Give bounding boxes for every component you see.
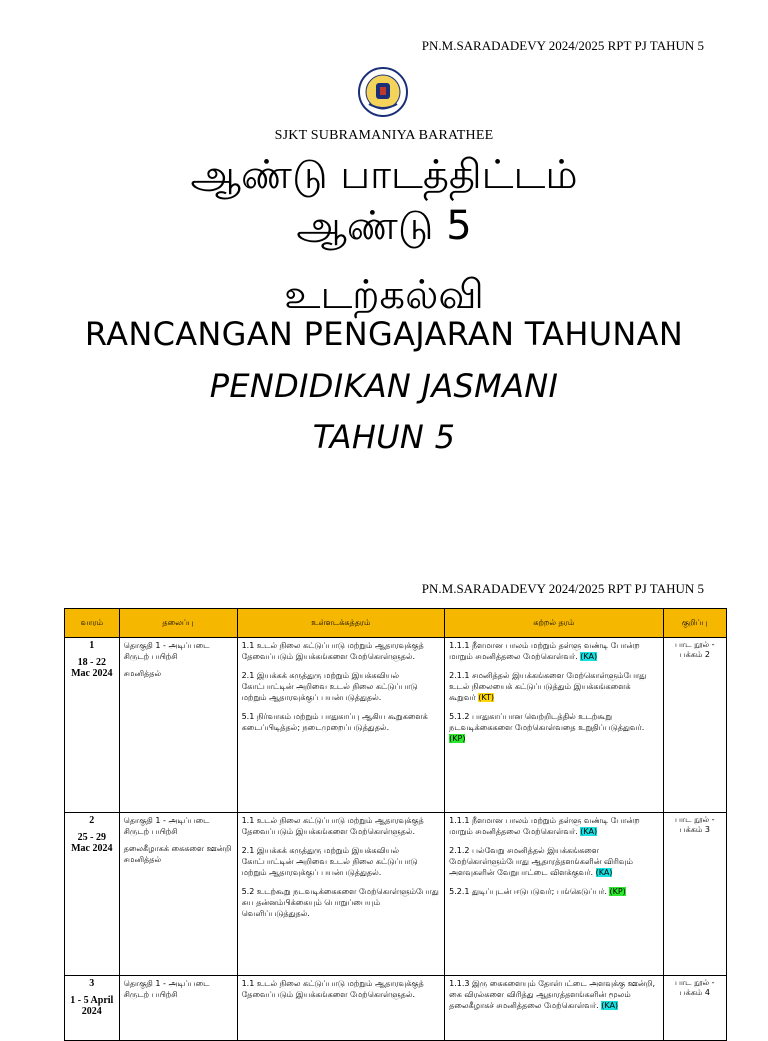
- header-week: வாரம்: [65, 609, 120, 638]
- content-standard-text: 2.1 இயக்கக் கருத்துரு மற்றும் இயக்கவியல் கோட்பாட்டின் அறிவை உடல் நிலை கட்டுப்பாடு மற்றும் ஆதாரவுக்குப் பயன்படுத்துதல்.: [241, 671, 418, 702]
- content-standard-text: 1.1 உடல் நிலை கட்டுப்பாடு மற்றும் ஆதாரவுக்குத் தேவைப்படும் இயக்கங்களை மேற்கொள்ளுதல்.: [241, 641, 424, 661]
- table-body: [65, 638, 727, 1041]
- header-note: குறிப்பு: [663, 609, 726, 638]
- learning-standard-item: [449, 886, 658, 897]
- learning-standard-cell: [445, 813, 663, 976]
- content-standard-text: 2.1 இயக்கக் கருத்துரு மற்றும் இயக்கவியல் கோட்பாட்டின் அறிவை உடல் நிலை கட்டுப்பாடு மற்றும் ஆதாரவுக்குப் பயன்படுத்துதல்.: [241, 846, 418, 877]
- table-row: [65, 638, 727, 813]
- topic-text: தொகுதி 1 - அடிப்படை சிருடற் பயிற்சி: [123, 641, 210, 661]
- content-standard-text: 1.1 உடல் நிலை கட்டுப்பாடு மற்றும் ஆதாரவுக்குத் தேவைப்படும் இயக்கங்களை மேற்கொள்ளுதல்.: [241, 979, 424, 999]
- learning-standard-item: [449, 640, 658, 662]
- header-topic: தலைப்பு: [119, 609, 237, 638]
- page-header: PN.M.SARADADEVY 2024/2025 RPT PJ TAHUN 5: [421, 38, 704, 53]
- header-content-standard: உள்ளடக்கத்தரம்: [237, 609, 445, 638]
- learning-standard-cell: [445, 638, 663, 813]
- learning-standard-text: 1.1.1 நீளமான பாலம் மற்றும் தள்ளு வண்டி போன்ற மாறும் சமனித்தலை மேற்கொள்வர்.: [449, 641, 640, 661]
- topic-cell: [119, 638, 237, 813]
- week-dates: 25 - 29 Mac 2024: [71, 832, 113, 854]
- table-header-row: [65, 609, 727, 638]
- learning-standard-item: [449, 711, 658, 744]
- malay-title-line1: RANCANGAN PENGAJARAN TAHUNAN: [84, 315, 684, 353]
- note-cell: பாட நூல் - பக்கம் 3: [663, 813, 726, 976]
- week-cell: [65, 813, 120, 976]
- topic-text: சமனித்தல்: [123, 669, 162, 678]
- content-standard-text: 1.1 உடல் நிலை கட்டுப்பாடு மற்றும் ஆதாரவுக்குத் தேவைப்படும் இயக்கங்களை மேற்கொள்ளுதல்.: [241, 816, 424, 836]
- topic-cell: [119, 813, 237, 976]
- page-header-2: PN.M.SARADADEVY 2024/2025 RPT PJ TAHUN 5: [421, 581, 704, 596]
- lesson-plan-table: [64, 608, 727, 1041]
- week-cell: [65, 976, 120, 1041]
- learning-standard-text: 5.1.2 பாதுகாப்பான வெற்றிடத்தில் உடற்கூறு நடவடிக்கைகளை மேற்கொள்வதை உறுதிப்படுத்துவர்.: [449, 712, 645, 732]
- week-number: 2: [89, 815, 95, 826]
- week-number: 3: [89, 978, 95, 989]
- note-cell: பாட நூல் - பக்கம் 2: [663, 638, 726, 813]
- header-learning-standard: கற்றல் தரம்: [445, 609, 663, 638]
- tamil-title-line2: ஆண்டு 5: [296, 203, 472, 249]
- malay-title-line3: TAHUN 5: [312, 418, 456, 456]
- malay-title-line2: PENDIDIKAN JASMANI: [209, 367, 559, 405]
- learning-standard-text: 5.2.1 துடிப்புடன் ஈடுபடுவர்; பங்கெடுப்பர்.: [449, 887, 607, 896]
- topic-text: தலைகீழாகக் கைகளை ஊன்றி சமனித்தல்: [123, 844, 232, 864]
- week-number: 1: [89, 640, 95, 651]
- learning-standard-text: 2.1.2 பல்வேறு சமனித்தல் இயக்கங்களை மேற்கொள்ளும்போது ஆதாரத்தளங்களின் விரிவும் அளவுகளின் வேறுபாட்டை விளக்குவர்.: [449, 846, 633, 877]
- skill-tag: (KP): [609, 887, 626, 896]
- table-row: [65, 813, 727, 976]
- learning-standard-item: [449, 845, 658, 878]
- content-standard-cell: [237, 638, 445, 813]
- week-cell: [65, 638, 120, 813]
- learning-standard-item: [449, 815, 658, 837]
- skill-tag: (KT): [478, 693, 494, 702]
- skill-tag: (KA): [580, 827, 598, 836]
- content-standard-cell: [237, 813, 445, 976]
- learning-standard-text: 1.1.3 இரு கைகளையும் தோள்பட்டை அளவுக்கு ஊன்றி, கை விரல்களை விரித்து ஆதாரத்தளங்களின் மூலம் தலைகீழாகச் சமனித்தலை மேற்கொள்வர்.: [449, 979, 656, 1010]
- week-dates: 18 - 22 Mac 2024: [71, 657, 113, 679]
- learning-standard-cell: [445, 976, 663, 1041]
- content-standard-cell: [237, 976, 445, 1041]
- week-dates: 1 - 5 April 2024: [70, 995, 114, 1017]
- content-standard-text: 5.1 நிர்வாகம் மற்றும் பாதுகாப்பு ஆகிய கூறுகளைக் கடைப்பிடித்தல்; நடைமுறைப்படுத்துதல்.: [241, 712, 428, 732]
- school-logo: [357, 66, 409, 118]
- content-standard-text: 5.2 உடற்கூறு நடவடிக்கைகளை மேற்கொள்ளும்போது சுய தன்னம்பிக்கையும் பொறுப்பையும் வெளிப்படுத்துதல்.: [241, 887, 439, 918]
- topic-text: தொகுதி 1 - அடிப்படை சிருடற் பயிற்சி: [123, 979, 210, 999]
- skill-tag: (KA): [580, 652, 598, 661]
- topic-text: தொகுதி 1 - அடிப்படை சிருடற் பயிற்சி: [123, 816, 210, 836]
- skill-tag: (KA): [601, 1001, 619, 1010]
- topic-cell: [119, 976, 237, 1041]
- school-name: SJKT SUBRAMANIYA BARATHEE: [274, 128, 494, 143]
- learning-standard-item: [449, 978, 658, 1011]
- learning-standard-text: 2.1.1 சமனித்தல் இயக்கங்களை மேற்கொள்ளும்போது உடல் நிலையைக் கட்டுப்படுத்தும் இயக்கங்களைக் கூறுவர்: [449, 671, 647, 702]
- skill-tag: (KP): [449, 734, 466, 743]
- tamil-title-line1: ஆண்டு பாடத்திட்டம்: [190, 152, 578, 198]
- learning-standard-item: [449, 670, 658, 703]
- table-row: [65, 976, 727, 1041]
- note-cell: பாட நூல் - பக்கம் 4: [663, 976, 726, 1041]
- tamil-title-line3: உடற்கல்வி: [284, 272, 484, 318]
- skill-tag: (KA): [595, 868, 613, 877]
- learning-standard-text: 1.1.1 நீளமான பாலம் மற்றும் தள்ளு வண்டி போன்ற மாறும் சமனித்தலை மேற்கொள்வர்.: [449, 816, 640, 836]
